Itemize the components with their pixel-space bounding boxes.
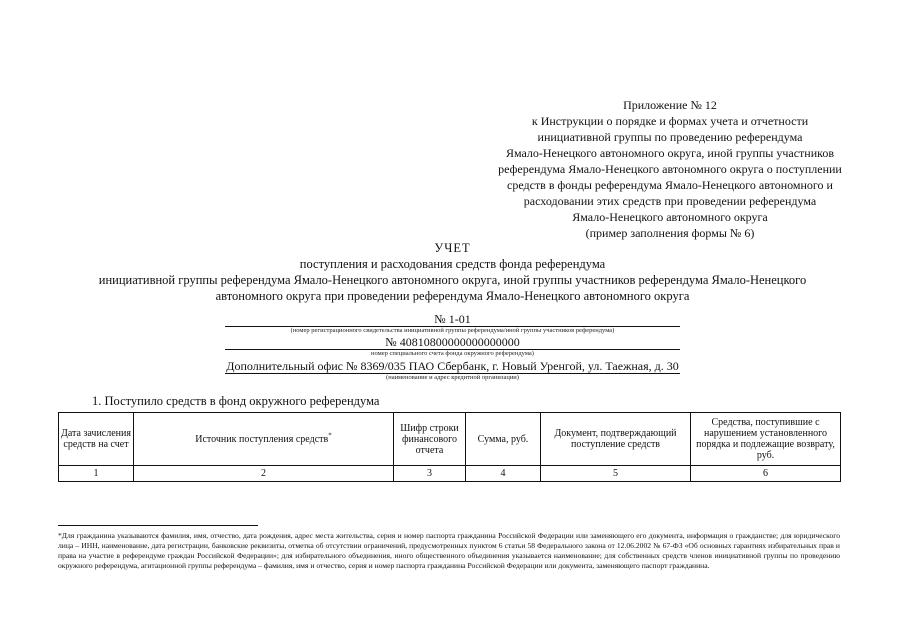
- footnote-mark: *: [328, 431, 332, 440]
- column-header-document: Документ, подтверждающий поступление средств: [541, 413, 691, 466]
- title-line: поступления и расходования средств фонда референдума: [299, 257, 606, 271]
- appendix-line: инициативной группы по проведению референдума: [537, 130, 803, 144]
- account-number-field: № 40810800000000000000: [225, 335, 680, 350]
- title-line: инициативной группы референдума Ямало-Ненецкого автономного округа, иной группы участников референдума Ямало-Ненецкого: [98, 273, 807, 287]
- column-number: 6: [691, 466, 841, 482]
- appendix-block: [470, 97, 870, 241]
- appendix-line: расходовании этих средств при проведении референдума: [523, 194, 817, 208]
- column-header-refund: Средства, поступившие с нарушением установленного порядка и подлежащие возврату, руб.: [691, 413, 841, 466]
- footnote-divider: [58, 525, 258, 526]
- title-main: УЧЕТ: [434, 241, 471, 255]
- bank-caption: (наименование и адрес кредитной организации): [386, 374, 519, 381]
- column-header-date: Дата зачисления средств на счет: [59, 413, 134, 466]
- appendix-line: средств в фонды референдума Ямало-Ненецкого автономного и: [507, 178, 833, 192]
- registration-number-field: № 1-01: [225, 312, 680, 327]
- table-header-row: [59, 413, 841, 466]
- income-table: [58, 412, 841, 482]
- column-number: 3: [394, 466, 466, 482]
- section-heading: 1. Поступило средств в фонд окружного референдума: [92, 394, 380, 408]
- document-title: [0, 240, 905, 304]
- footnote-text: *Для гражданина указываются фамилия, имя, отчество, дата рождения, адрес места жительства, серия и номер паспорта гражданина Российской Федерации или заменяющего его документа, информация о гражданстве; для юридического лица – ИНН, наименование, дата регистрации, банковские реквизиты, отметка об отсутствии ограничений, предусмотренных пунктом 6 статьи 58 Федерального закона от 12.06.2002 № 67-ФЗ «Об основных гарантиях избирательных прав и права на участие в референдуме граждан Российской Федерации»; для избирательного объединения, иного общественного объединения указывается наименование; для собственных средств членов инициативной группы по проведению окружного референдума, агитационной группы референдума – фамилия, имя и отчество, серия и номер паспорта гражданина Российской Федерации или документа, заменяющего паспорт гражданина.: [58, 531, 840, 570]
- appendix-line: референдума Ямало-Ненецкого автономного округа о поступлении: [498, 162, 842, 176]
- account-number-caption: номер специального счета фонда окружного референдума): [371, 350, 534, 357]
- column-number: 4: [466, 466, 541, 482]
- column-number: 1: [59, 466, 134, 482]
- appendix-line: Ямало-Ненецкого автономного округа, иной группы участников: [505, 146, 835, 160]
- appendix-line: Ямало-Ненецкого автономного округа: [572, 210, 768, 224]
- bank-field: Дополнительный офис № 8369/035 ПАО Сбербанк, г. Новый Уренгой, ул. Таежная, д. 30: [226, 359, 679, 373]
- appendix-line: к Инструкции о порядке и формах учета и отчетности: [531, 114, 809, 128]
- column-header-source: Источник поступления средств*: [134, 413, 394, 466]
- registration-number-caption: (номер регистрационного свидетельства инициативной группы референдума/иной группы участников референдума): [290, 327, 615, 334]
- appendix-line: (пример заполнения формы № 6): [585, 226, 755, 240]
- column-number: 2: [134, 466, 394, 482]
- column-header-amount: Сумма, руб.: [466, 413, 541, 466]
- appendix-line: Приложение № 12: [623, 98, 717, 112]
- column-header-line-code: Шифр строки финансового отчета: [394, 413, 466, 466]
- table-number-row: [59, 466, 841, 482]
- title-line: автономного округа при проведении референдума Ямало-Ненецкого автономного округа: [215, 289, 690, 303]
- column-number: 5: [541, 466, 691, 482]
